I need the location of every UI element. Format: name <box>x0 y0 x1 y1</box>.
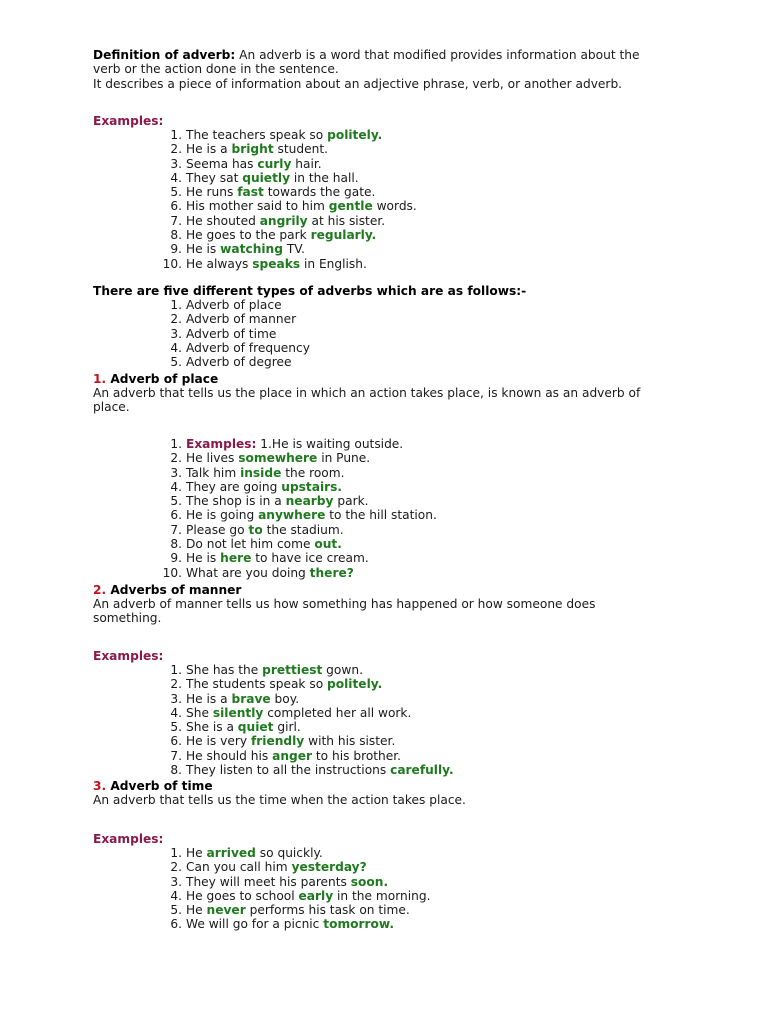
example-text: He should his <box>186 748 273 763</box>
adverb-highlight: carefully. <box>390 763 454 778</box>
adverb-highlight: anywhere <box>258 508 326 523</box>
adverb-highlight: upstairs. <box>281 479 343 494</box>
example-text: He <box>186 903 207 918</box>
time-examples-list <box>93 846 430 932</box>
time-desc-line-1: An adverb that tells us the time when the action takes place. <box>93 793 466 807</box>
place-examples-list <box>93 437 403 451</box>
section-title-manner: Adverbs of manner <box>106 583 242 597</box>
adverb-highlight: bright <box>231 142 274 157</box>
adverb-highlight: regularly. <box>310 228 377 243</box>
list-item <box>93 466 437 480</box>
list-item-number: 4. <box>170 705 182 720</box>
example-text: Seema has <box>186 156 258 171</box>
adverb-highlight: out. <box>314 537 342 552</box>
list-item-number: 5. <box>170 720 182 735</box>
example-text: He is a <box>186 142 232 157</box>
list-item-number: 6. <box>170 508 182 523</box>
example-text: They listen to all the instructions <box>186 763 391 778</box>
manner-desc-line-1: An adverb of manner tells us how something has happened or how someone does <box>93 597 596 611</box>
list-item <box>93 566 437 580</box>
list-item-number: 9. <box>170 242 182 257</box>
example-text-end: park. <box>333 494 369 509</box>
adverb-highlight: yesterday? <box>291 860 367 875</box>
list-item <box>93 889 430 903</box>
list-item <box>93 494 437 508</box>
list-item <box>93 199 417 213</box>
list-item-number: 3. <box>170 691 182 706</box>
list-item-number: 10. <box>162 256 182 271</box>
adverb-highlight: gentle <box>328 199 373 214</box>
list-item-number: 8. <box>170 763 182 778</box>
adverb-highlight: to <box>248 522 263 537</box>
place-first-example-text: 1.He is waiting outside. <box>256 437 404 451</box>
list-item-number: 2. <box>170 142 182 157</box>
example-text: He goes to the park <box>186 228 311 243</box>
list-item-number: 6. <box>170 199 182 214</box>
example-text-end: in the morning. <box>333 888 431 903</box>
example-text: Can you call him <box>186 860 292 875</box>
example-text-end: gown. <box>322 663 363 677</box>
list-item-number: 2. <box>170 312 182 327</box>
example-text: He runs <box>186 185 238 200</box>
example-text-end: the room. <box>281 465 345 480</box>
adverb-highlight: brave <box>231 691 271 706</box>
list-item <box>93 257 417 271</box>
list-item-number: 8. <box>170 537 182 552</box>
example-text: He goes to school <box>186 888 299 903</box>
list-item <box>93 185 417 199</box>
example-text: He is <box>186 551 221 566</box>
types-list <box>93 298 310 369</box>
adverb-highlight: inside <box>240 465 282 480</box>
manner-examples-label: Examples: <box>93 649 164 663</box>
list-item-number: 2. <box>170 451 182 466</box>
adverb-highlight: early <box>298 888 334 903</box>
section-description-place <box>93 386 683 415</box>
list-item <box>93 692 454 706</box>
list-item <box>93 677 454 691</box>
list-item-text: Adverb of time <box>186 326 277 341</box>
example-text-end: completed her all work. <box>263 705 412 720</box>
example-text: Do not let him come <box>186 537 315 552</box>
list-item <box>93 480 437 494</box>
example-text: She <box>186 705 213 720</box>
example-text: He is <box>186 242 221 257</box>
example-text: Please go <box>186 522 249 537</box>
definition-line-1: An adverb is a word that modified provides information about the <box>235 48 640 62</box>
list-item <box>93 451 437 465</box>
example-text-end: student. <box>273 142 328 157</box>
example-text-end: to the hill station. <box>325 508 437 523</box>
example-text-end: towards the gate. <box>263 185 376 200</box>
list-item <box>93 312 310 326</box>
place-examples-label: Examples: <box>186 437 257 451</box>
example-text: He is going <box>186 508 259 523</box>
list-item <box>93 327 310 341</box>
section-number-manner: 2. <box>93 583 107 597</box>
list-item-number: 4. <box>170 888 182 903</box>
example-text: They are going <box>186 479 282 494</box>
adverb-highlight: here <box>220 551 252 566</box>
list-item-number: 2. <box>170 677 182 692</box>
example-text: His mother said to him <box>186 199 329 214</box>
list-item-number: 4. <box>170 479 182 494</box>
list-item-text: Adverb of manner <box>186 312 297 327</box>
list-item-number: 1. <box>170 663 182 677</box>
example-text-end: boy. <box>270 691 300 706</box>
example-text-end: performs his task on time. <box>245 903 410 918</box>
list-item-number: 5. <box>170 185 182 200</box>
list-item-number: 6. <box>170 917 182 932</box>
list-item <box>93 917 430 931</box>
list-item <box>93 875 430 889</box>
list-item <box>93 537 437 551</box>
list-item <box>93 242 417 256</box>
adverb-highlight: quiet <box>237 720 274 735</box>
list-item-number: 2. <box>170 860 182 875</box>
example-text: They will meet his parents <box>186 874 351 889</box>
list-item-number: 8. <box>170 228 182 243</box>
example-text-end: with his sister. <box>304 734 396 749</box>
time-examples-label: Examples: <box>93 832 164 846</box>
place-examples-continued <box>93 451 437 580</box>
adverb-highlight: nearby <box>285 494 334 509</box>
example-text-end: in English. <box>300 256 367 271</box>
adverb-highlight: silently <box>212 705 264 720</box>
example-text-end: at his sister. <box>307 213 386 228</box>
list-item-number: 3. <box>170 874 182 889</box>
section-description-manner <box>93 597 683 626</box>
list-item <box>93 214 417 228</box>
adverb-highlight: prettiest <box>262 663 323 677</box>
list-item-text: Adverb of degree <box>186 355 292 370</box>
example-text: They sat <box>186 170 243 185</box>
intro-examples-list <box>93 128 417 271</box>
example-text: What are you doing <box>186 565 310 580</box>
adverb-highlight: arrived <box>206 846 256 860</box>
place-desc-line-2: place. <box>93 400 130 415</box>
example-text: She is a <box>186 720 238 735</box>
manner-desc-line-2: something. <box>93 611 162 626</box>
list-item <box>93 749 454 763</box>
list-item-number: 5. <box>170 494 182 509</box>
adverb-highlight: friendly <box>250 734 305 749</box>
list-item <box>93 228 417 242</box>
list-item-number: 4. <box>170 170 182 185</box>
example-text: Talk him <box>186 465 241 480</box>
example-text: The shop is in a <box>186 494 286 509</box>
definition-label: Definition of adverb: <box>93 48 236 62</box>
list-item-number: 9. <box>170 551 182 566</box>
list-item-number: 7. <box>170 213 182 228</box>
list-item <box>93 298 310 312</box>
example-text: He shouted <box>186 213 260 228</box>
adverb-highlight: anger <box>272 748 313 763</box>
list-item-number: 7. <box>170 748 182 763</box>
place-desc-line-1: An adverb that tells us the place in which an action takes place, is known as an adverb of <box>93 386 641 400</box>
section-number-time: 3. <box>93 779 107 793</box>
section-title-time: Adverb of time <box>106 779 213 793</box>
adverb-highlight: watching <box>220 242 283 257</box>
example-text-end: in Pune. <box>317 451 371 466</box>
adverb-highlight: tomorrow. <box>323 917 395 932</box>
adverb-highlight: politely. <box>327 677 383 692</box>
example-text-end: to have ice cream. <box>251 551 369 566</box>
list-item <box>93 846 430 860</box>
list-item <box>93 142 417 156</box>
adverb-highlight: soon. <box>350 874 389 889</box>
manner-examples-list <box>93 663 454 777</box>
list-item <box>93 355 310 369</box>
list-item-number: 5. <box>170 903 182 918</box>
list-item <box>93 763 454 777</box>
example-text-end: the stadium. <box>262 522 344 537</box>
definition-line-2: verb or the action done in the sentence. <box>93 62 339 77</box>
example-text-end: words. <box>372 199 417 214</box>
list-item-number: 4. <box>170 340 182 355</box>
section-heading-manner <box>93 583 683 597</box>
adverb-highlight: there? <box>309 565 354 580</box>
adverb-highlight: somewhere <box>238 451 318 466</box>
example-text-end: to his brother. <box>312 748 402 763</box>
adverb-highlight: speaks <box>252 256 301 271</box>
list-item-number: 3. <box>170 156 182 171</box>
example-text-end: hair. <box>291 156 322 171</box>
list-item-number: 10. <box>162 565 182 580</box>
list-item-number: 1. <box>170 298 182 312</box>
section-heading-place <box>93 372 683 386</box>
example-text: We will go for a picnic <box>186 917 324 932</box>
list-item <box>93 720 454 734</box>
list-item-number: 1. <box>170 846 182 860</box>
adverb-highlight: politely. <box>327 128 383 142</box>
list-item-number: 7. <box>170 522 182 537</box>
list-item <box>93 706 454 720</box>
definition-line-3: It describes a piece of information about an adjective phrase, verb, or another adverb. <box>93 76 623 91</box>
intro-examples-label: Examples: <box>93 114 164 128</box>
list-item <box>93 157 417 171</box>
list-item <box>93 903 430 917</box>
list-item-number: 3. <box>170 465 182 480</box>
section-heading-time <box>93 779 683 793</box>
list-item-number: 3. <box>170 326 182 341</box>
example-text: She has the <box>186 663 263 677</box>
list-item-number: 5. <box>170 355 182 370</box>
example-text-end: in the hall. <box>290 170 359 185</box>
adverb-highlight: never <box>206 903 246 918</box>
types-heading: There are five different types of adverbs which are as follows:- <box>93 284 527 298</box>
list-item-number: 1. <box>170 128 182 142</box>
list-item <box>93 860 430 874</box>
list-item <box>93 171 417 185</box>
example-text-end: so quickly. <box>255 846 323 860</box>
list-item <box>93 734 454 748</box>
list-item <box>93 523 437 537</box>
list-item <box>93 128 417 142</box>
example-text: He is a <box>186 691 232 706</box>
list-item <box>93 663 454 677</box>
example-text-end: TV. <box>282 242 305 257</box>
example-text: He lives <box>186 451 239 466</box>
list-item-text: Adverb of frequency <box>186 340 310 355</box>
list-item-number: 6. <box>170 734 182 749</box>
list-item <box>93 437 403 451</box>
list-item <box>93 508 437 522</box>
example-text: He always <box>186 256 253 271</box>
list-item-number: 1. <box>170 437 182 451</box>
example-text: The students speak so <box>186 677 328 692</box>
example-text: He is very <box>186 734 251 749</box>
example-text: The teachers speak so <box>186 128 328 142</box>
definition-paragraph <box>93 48 683 91</box>
section-title-place: Adverb of place <box>106 372 219 386</box>
adverb-highlight: angrily <box>259 213 308 228</box>
section-description-time <box>93 793 683 807</box>
example-text: He <box>186 846 207 860</box>
example-text-end: girl. <box>273 720 301 735</box>
adverb-highlight: fast <box>237 185 264 200</box>
adverb-highlight: curly <box>257 156 292 171</box>
adverb-highlight: quietly <box>242 170 291 185</box>
list-item-text: Adverb of place <box>186 298 282 312</box>
list-item <box>93 551 437 565</box>
list-item <box>93 341 310 355</box>
section-number-place: 1. <box>93 372 107 386</box>
